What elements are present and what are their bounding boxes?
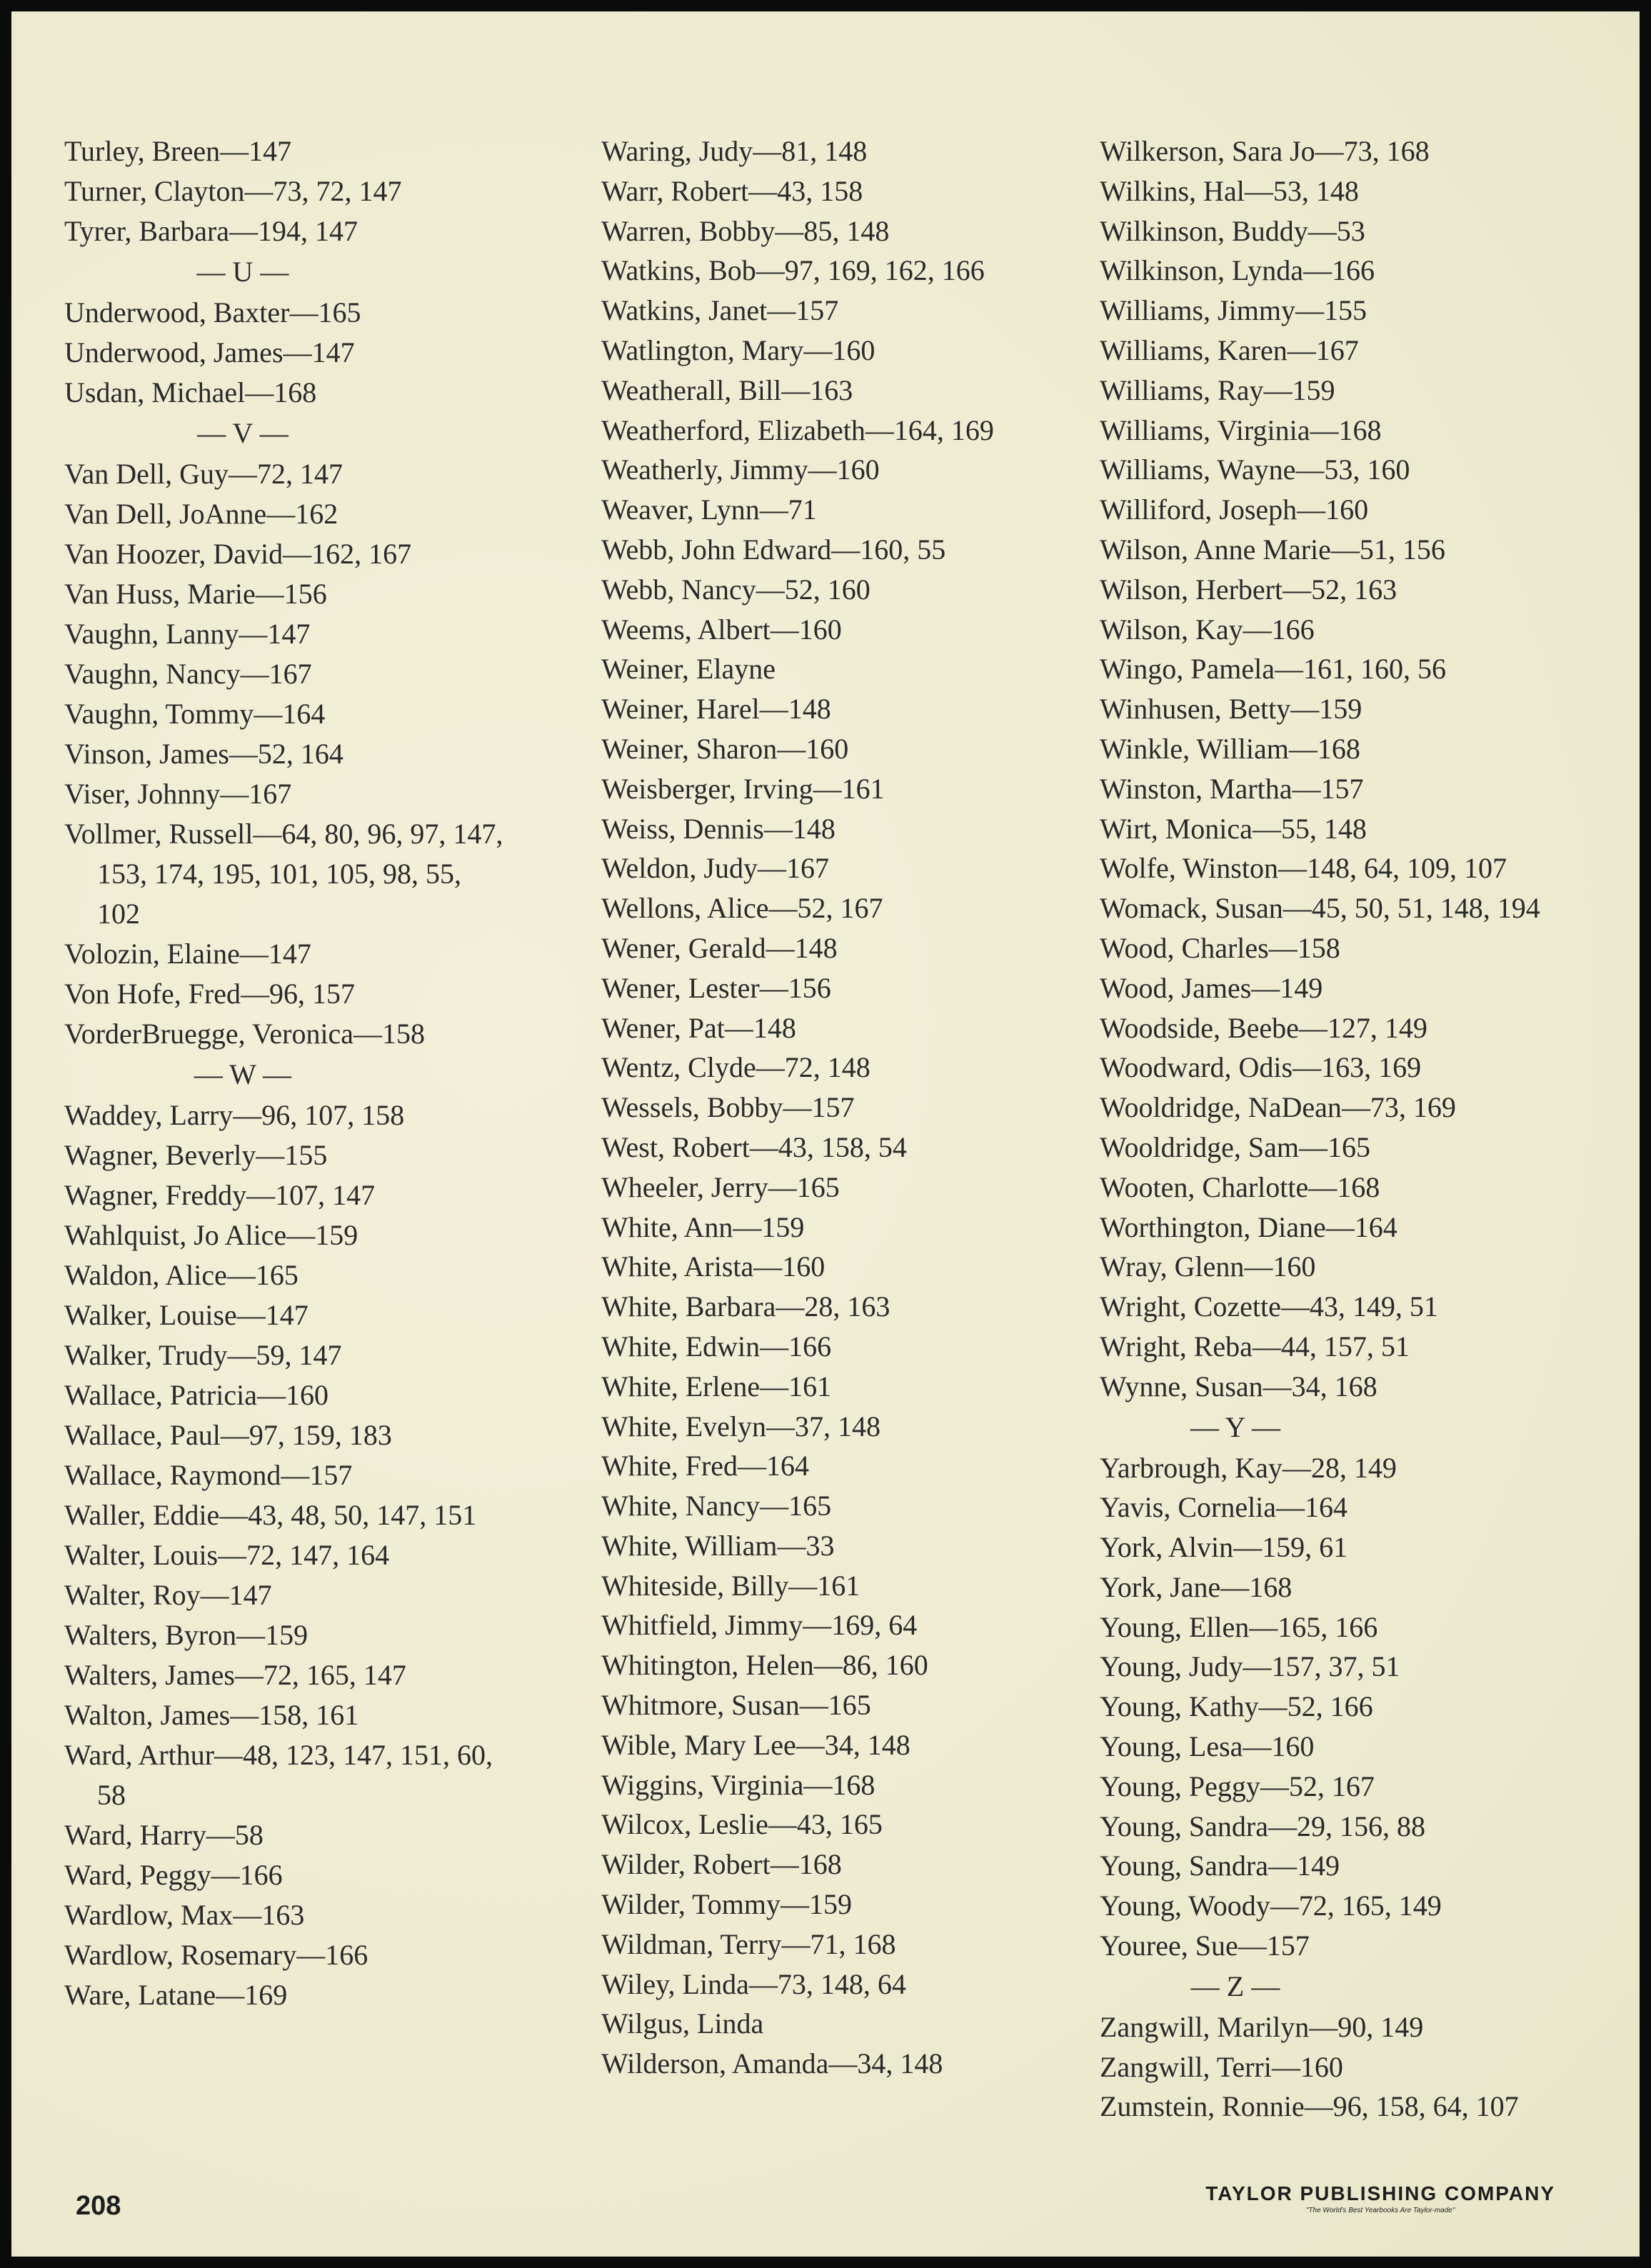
index-entry: Watkins, Bob—97, 169, 162, 166 [601,254,985,287]
index-entry: Ward, Peggy—166 [64,1859,283,1891]
index-entry: Youree, Sue—157 [1100,1930,1310,1962]
index-entry: Watkins, Janet—157 [601,294,839,327]
index-entry: Winhusen, Betty—159 [1100,693,1363,726]
index-entry: Young, Ellen—165, 166 [1100,1610,1378,1643]
index-entry: Weiss, Dennis—148 [601,812,835,845]
index-entry: Wellons, Alice—52, 167 [601,892,883,925]
index-entry: Wilson, Herbert—52, 163 [1100,573,1397,606]
index-entry: Williams, Ray—159 [1100,373,1335,406]
index-entry-continuation: 153, 174, 195, 101, 105, 98, 55, [97,858,461,890]
index-entry: Young, Lesa—160 [1100,1730,1315,1763]
index-entry: Wagner, Beverly—155 [64,1139,328,1171]
index-entry: Williams, Wayne—53, 160 [1100,453,1410,486]
index-entry: West, Robert—43, 158, 54 [601,1130,907,1163]
index-entry: Young, Judy—157, 37, 51 [1100,1650,1400,1683]
section-letter-heading: — U — [196,256,289,288]
index-entry-continuation: 58 [97,1779,126,1811]
index-entry: Zumstein, Ronnie—96, 158, 64, 107 [1100,2090,1519,2123]
index-entry: Wener, Gerald—148 [601,931,838,964]
index-entry: Weisberger, Irving—161 [601,772,885,805]
index-entry: Wilson, Anne Marie—51, 156 [1100,533,1445,566]
index-entry: Von Hofe, Fred—96, 157 [64,978,356,1010]
index-column-2 [601,131,1101,2084]
index-entry: Weiner, Harel—148 [601,693,831,726]
index-entry: Underwood, Baxter—165 [64,296,361,328]
index-entry: Wood, James—149 [1100,971,1323,1004]
index-entry: Wirt, Monica—55, 148 [1100,812,1367,845]
index-entry: Young, Woody—72, 165, 149 [1100,1890,1442,1922]
publisher-tagline: "The World's Best Yearbooks Are Taylor-made" [1305,2207,1455,2214]
index-entry: Van Hoozer, David—162, 167 [64,538,412,570]
index-entry: Wilgus, Linda [601,2007,764,2040]
index-entry: Turley, Breen—147 [64,135,292,167]
index-entry: Walton, James—158, 161 [64,1699,359,1731]
index-entry: Young, Peggy—52, 167 [1100,1770,1375,1802]
publisher-name: TAYLOR PUBLISHING COMPANY [1205,2182,1555,2204]
index-entry: Womack, Susan—45, 50, 51, 148, 194 [1100,892,1540,925]
index-entry: Wahlquist, Jo Alice—159 [64,1219,358,1251]
index-entry: White, Arista—160 [601,1250,826,1283]
index-entry: Wildman, Terry—71, 168 [601,1927,896,1960]
index-entry: White, Evelyn—37, 148 [601,1410,881,1442]
index-entry: Winston, Martha—157 [1100,772,1364,805]
index-entry: Zangwill, Terri—160 [1100,2050,1343,2083]
index-entry: Wheeler, Jerry—165 [601,1170,840,1203]
index-entry: Worthington, Diane—164 [1100,1210,1397,1243]
index-entry: Wilkerson, Sara Jo—73, 168 [1100,135,1430,167]
index-entry: Webb, Nancy—52, 160 [601,573,870,606]
index-entry: Walter, Roy—147 [64,1579,272,1611]
index-entry: Van Huss, Marie—156 [64,578,327,610]
index-entry: Wentz, Clyde—72, 148 [601,1051,870,1084]
index-entry: Waldon, Alice—165 [64,1259,298,1291]
index-entry: Young, Sandra—149 [1100,1850,1340,1882]
index-entry: Wilderson, Amanda—34, 148 [601,2047,943,2080]
index-entry: Wener, Pat—148 [601,1011,796,1044]
index-entry: VorderBruegge, Veronica—158 [64,1018,426,1050]
index-entry: Wiley, Linda—73, 148, 64 [601,1967,906,2000]
index-entry: Viser, Johnny—167 [64,778,292,810]
index-entry: Underwood, James—147 [64,336,355,368]
index-entry: Wooldridge, NaDean—73, 169 [1100,1091,1456,1124]
index-entry: Wright, Reba—44, 157, 51 [1100,1330,1410,1363]
index-column-3 [1100,131,1600,2127]
publisher-credit [1205,2182,1555,2214]
index-entry: White, Fred—164 [601,1450,810,1482]
index-entry: Wilder, Tommy—159 [601,1888,852,1921]
index-entry: Weiner, Sharon—160 [601,732,849,765]
page-number: 208 [76,2191,121,2221]
index-entry: White, Edwin—166 [601,1330,832,1363]
index-entry: Van Dell, JoAnne—162 [64,498,338,530]
index-entry: Wilder, Robert—168 [601,1848,842,1881]
index-entry: Vaughn, Lanny—147 [64,618,311,650]
index-entry: White, Ann—159 [601,1210,805,1243]
index-entry: Waring, Judy—81, 148 [601,135,868,167]
section-letter-heading: — V — [197,417,288,449]
index-entry: Wooten, Charlotte—168 [1100,1170,1380,1203]
index-entry: Wardlow, Max—163 [64,1899,305,1931]
index-entry: Wright, Cozette—43, 149, 51 [1100,1290,1438,1323]
index-entry: Whitington, Helen—86, 160 [601,1649,928,1682]
index-entry: Wolfe, Winston—148, 64, 109, 107 [1100,852,1507,885]
index-entry: Wagner, Freddy—107, 147 [64,1179,376,1211]
index-entry: Weiner, Elayne [601,653,776,686]
section-letter-heading: — W — [194,1058,292,1090]
index-entry: York, Jane—168 [1100,1570,1293,1603]
index-entry: Vaughn, Nancy—167 [64,658,312,690]
index-entry: Wynne, Susan—34, 168 [1100,1370,1377,1403]
index-entry: Williams, Karen—167 [1100,333,1359,366]
index-entry: Turner, Clayton—73, 72, 147 [64,175,402,207]
index-entry: Walker, Trudy—59, 147 [64,1339,342,1371]
index-entry: White, William—33 [601,1529,835,1562]
index-entry: Wilson, Kay—166 [1100,613,1315,646]
index-entry: Weatherall, Bill—163 [601,373,853,406]
index-entry: Williford, Joseph—160 [1100,493,1369,526]
index-entry: Vollmer, Russell—64, 80, 96, 97, 147, [64,818,503,850]
index-entry: Weaver, Lynn—71 [601,493,817,526]
index-entry: Williams, Virginia—168 [1100,413,1382,446]
index-entry: Walker, Louise—147 [64,1299,308,1331]
index-entry: Walters, Byron—159 [64,1619,308,1651]
index-entry: White, Nancy—165 [601,1490,832,1522]
index-entry: Wilkinson, Lynda—166 [1100,254,1375,287]
index-entry: Vinson, James—52, 164 [64,738,343,770]
index-entry: Yavis, Cornelia—164 [1100,1491,1348,1524]
index-entry: Williams, Jimmy—155 [1100,294,1367,327]
index-entry: Warren, Bobby—85, 148 [601,214,890,247]
index-column-1 [64,131,564,2015]
index-entry: Wood, Charles—158 [1100,931,1340,964]
index-entry: Young, Kathy—52, 166 [1100,1690,1373,1723]
index-entry: Whiteside, Billy—161 [601,1569,860,1602]
index-entry: Weatherly, Jimmy—160 [601,453,880,486]
index-entry: Wessels, Bobby—157 [601,1091,855,1124]
index-entry: Wible, Mary Lee—34, 148 [601,1728,910,1761]
index-entry: Tyrer, Barbara—194, 147 [64,215,358,247]
index-entry: Wilkinson, Buddy—53 [1100,214,1365,247]
index-entry: Whitmore, Susan—165 [601,1689,871,1722]
index-entry-continuation: 102 [97,898,140,930]
index-entry: Waller, Eddie—43, 48, 50, 147, 151 [64,1499,477,1531]
index-entry: Volozin, Elaine—147 [64,938,311,970]
index-entry: Wingo, Pamela—161, 160, 56 [1100,653,1446,686]
index-entry: Wiggins, Virginia—168 [601,1768,875,1801]
index-entry: Whitfield, Jimmy—169, 64 [601,1609,918,1642]
index-entry: Watlington, Mary—160 [601,333,875,366]
index-entry: White, Erlene—161 [601,1370,832,1403]
index-entry: Ware, Latane—169 [64,1979,288,2011]
index-entry: Van Dell, Guy—72, 147 [64,458,343,490]
index-entry: Weldon, Judy—167 [601,852,829,885]
index-entry: Walters, James—72, 165, 147 [64,1659,406,1691]
index-entry: Vaughn, Tommy—164 [64,698,326,730]
index-entry: White, Barbara—28, 163 [601,1290,890,1323]
index-entry: Wray, Glenn—160 [1100,1250,1316,1283]
index-entry: Wilkins, Hal—53, 148 [1100,174,1359,207]
index-entry: Young, Sandra—29, 156, 88 [1100,1810,1425,1842]
index-entry: Yarbrough, Kay—28, 149 [1100,1451,1397,1484]
index-entry: Ward, Arthur—48, 123, 147, 151, 60, [64,1739,493,1771]
index-entry: Ward, Harry—58 [64,1819,264,1851]
index-entry: Wallace, Patricia—160 [64,1379,328,1411]
index-entry: Weatherford, Elizabeth—164, 169 [601,413,994,446]
index-entry: Winkle, William—168 [1100,732,1360,765]
index-entry: Wallace, Paul—97, 159, 183 [64,1419,392,1451]
index-entry: Webb, John Edward—160, 55 [601,533,946,566]
index-entry: Weems, Albert—160 [601,613,842,646]
section-letter-heading: — Z — [1190,1970,1280,2002]
index-page [11,11,1640,2257]
index-entry: York, Alvin—159, 61 [1100,1531,1348,1564]
section-letter-heading: — Y — [1190,1410,1280,1443]
index-entry: Wooldridge, Sam—165 [1100,1130,1370,1163]
index-entry: Wardlow, Rosemary—166 [64,1939,368,1971]
index-entry: Wallace, Raymond—157 [64,1459,353,1491]
index-entry: Walter, Louis—72, 147, 164 [64,1539,390,1571]
index-entry: Wilcox, Leslie—43, 165 [601,1808,883,1841]
index-entry: Woodward, Odis—163, 169 [1100,1051,1422,1084]
index-entry: Woodside, Beebe—127, 149 [1100,1011,1427,1044]
index-entry: Waddey, Larry—96, 107, 158 [64,1099,405,1131]
index-entry: Warr, Robert—43, 158 [601,174,863,207]
index-entry: Usdan, Michael—168 [64,376,317,408]
index-entry: Zangwill, Marilyn—90, 149 [1100,2010,1424,2043]
index-entry: Wener, Lester—156 [601,971,831,1004]
